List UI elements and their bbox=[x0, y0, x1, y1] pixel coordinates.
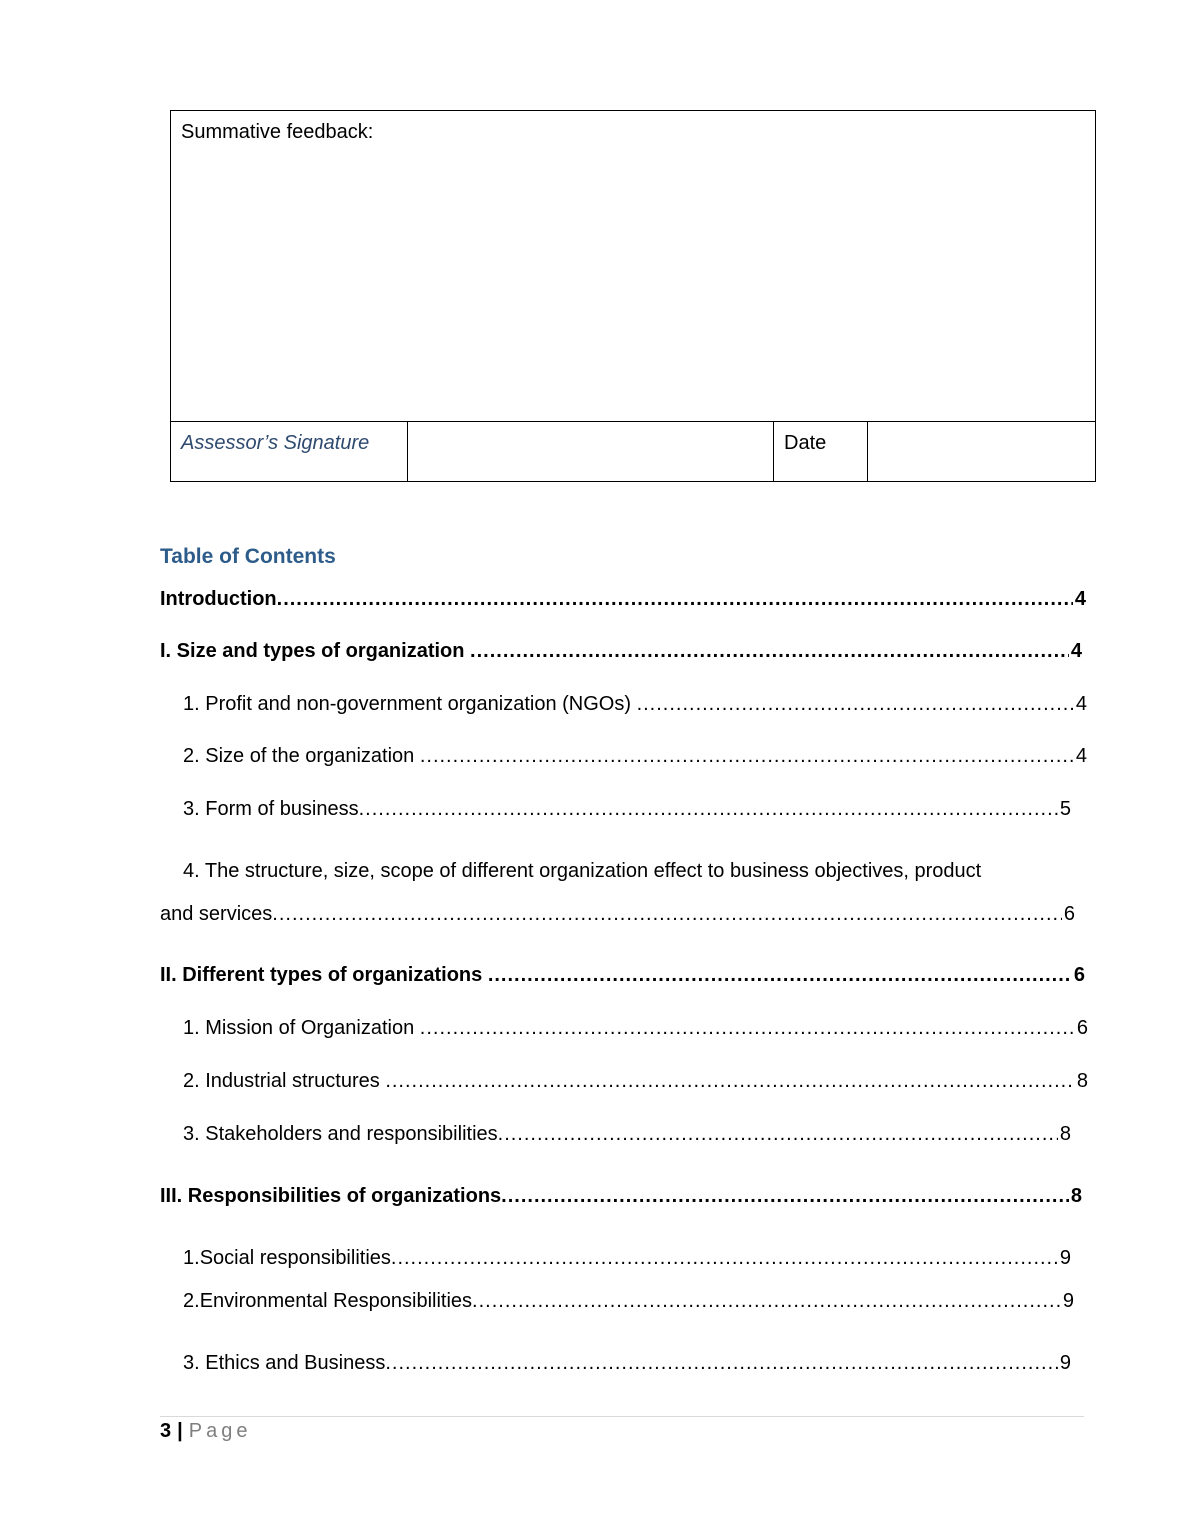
toc-entry-page: 6 bbox=[1063, 903, 1075, 925]
toc-entry-page: 4 bbox=[1075, 693, 1087, 715]
toc-entry-page: 5 bbox=[1059, 798, 1071, 820]
toc-entry-profit-ngo[interactable] bbox=[183, 693, 1087, 716]
toc-entry-page: 8 bbox=[1076, 1070, 1088, 1092]
toc-entry-structure-line2[interactable] bbox=[160, 903, 1075, 926]
toc-entry-page: 6 bbox=[1076, 1017, 1088, 1039]
toc-entry-stakeholders[interactable] bbox=[183, 1123, 1071, 1146]
toc-entry-label: III. Responsibilities of organizations bbox=[160, 1185, 502, 1207]
toc-entry-page: 6 bbox=[1073, 964, 1085, 986]
toc-entry-page: 8 bbox=[1059, 1123, 1071, 1145]
toc-leader-dots bbox=[637, 693, 1074, 716]
toc-entry-number: 1. bbox=[183, 1247, 200, 1269]
toc-entry-structure-line1[interactable]: 4. The structure, size, scope of different organization effect to business objectives, product bbox=[183, 860, 982, 882]
page-footer bbox=[160, 1420, 251, 1443]
toc-entry-form-business[interactable] bbox=[183, 798, 1071, 821]
toc-leader-dots bbox=[488, 964, 1072, 987]
toc-entry-size-types[interactable] bbox=[160, 640, 1082, 663]
toc-entry-page: 8 bbox=[1070, 1185, 1082, 1207]
footer-page-word: Page bbox=[188, 1420, 252, 1442]
toc-leader-dots bbox=[472, 1290, 1061, 1313]
toc-leader-dots bbox=[277, 588, 1073, 611]
toc-leader-dots bbox=[498, 1123, 1058, 1146]
toc-entry-page: 9 bbox=[1059, 1352, 1071, 1374]
toc-entry-size-organization[interactable] bbox=[183, 745, 1087, 768]
toc-entry-label: 2. Industrial structures bbox=[183, 1070, 386, 1092]
toc-entry-page: 4 bbox=[1070, 640, 1082, 662]
toc-leader-dots bbox=[359, 798, 1058, 821]
toc-entry-introduction[interactable] bbox=[160, 588, 1086, 611]
date-label-cell bbox=[774, 421, 868, 481]
toc-entry-page: 9 bbox=[1059, 1247, 1071, 1269]
footer-separator: | bbox=[177, 1420, 183, 1442]
toc-entry-label: II. Different types of organizations bbox=[160, 964, 488, 986]
toc-entry-label: 1. Mission of Organization bbox=[183, 1017, 420, 1039]
toc-entry-environmental[interactable] bbox=[183, 1290, 1074, 1313]
toc-leader-dots bbox=[385, 1352, 1058, 1375]
toc-leader-dots bbox=[272, 903, 1062, 926]
toc-entry-industrial[interactable] bbox=[183, 1070, 1088, 1093]
toc-entry-different-types[interactable] bbox=[160, 964, 1085, 987]
toc-leader-dots bbox=[420, 745, 1074, 768]
toc-entry-social[interactable] bbox=[183, 1247, 1071, 1270]
toc-entry-label: 3. Ethics and Business bbox=[183, 1352, 386, 1374]
summative-feedback-cell bbox=[171, 111, 1096, 422]
toc-entry-label: and services bbox=[160, 903, 273, 925]
toc-entry-label: 2. Size of the organization bbox=[183, 745, 420, 767]
toc-entry-number: 2. bbox=[183, 1290, 200, 1312]
toc-entry-mission[interactable] bbox=[183, 1017, 1088, 1040]
toc-entry-responsibilities[interactable] bbox=[160, 1185, 1082, 1208]
assessor-signature-field[interactable] bbox=[408, 421, 774, 481]
toc-leader-dots bbox=[470, 640, 1069, 663]
assessor-signature-label-cell bbox=[171, 421, 408, 481]
toc-entry-page: 4 bbox=[1075, 745, 1087, 767]
date-field[interactable] bbox=[868, 421, 1096, 481]
toc-entry-page: 9 bbox=[1062, 1290, 1074, 1312]
toc-entry-label: 3. Stakeholders and responsibilities bbox=[183, 1123, 498, 1145]
toc-entry-label: Social responsibilities bbox=[199, 1247, 391, 1269]
toc-entry-label: 1. Profit and non-government organization (NGOs) bbox=[183, 693, 637, 715]
toc-leader-dots bbox=[385, 1070, 1075, 1093]
toc-entry-label: Introduction bbox=[160, 588, 277, 610]
footer-divider bbox=[160, 1416, 1084, 1417]
summative-feedback-label: Summative feedback: bbox=[181, 121, 374, 143]
footer-page-number: 3 bbox=[160, 1420, 172, 1442]
assessor-signature-label: Assessor’s Signature bbox=[181, 431, 370, 454]
toc-leader-dots bbox=[391, 1247, 1058, 1270]
toc-entry-label: 3. Form of business bbox=[183, 798, 359, 820]
toc-entry-label: Environmental Responsibilities bbox=[199, 1290, 473, 1312]
toc-leader-dots bbox=[420, 1017, 1075, 1040]
toc-leader-dots bbox=[501, 1185, 1069, 1208]
toc-entry-page: 4 bbox=[1074, 588, 1086, 610]
date-label: Date bbox=[784, 431, 827, 454]
feedback-table bbox=[170, 110, 1096, 482]
toc-entry-ethics[interactable] bbox=[183, 1352, 1071, 1375]
toc-entry-label: I. Size and types of organization bbox=[160, 640, 471, 662]
toc-title: Table of Contents bbox=[160, 545, 336, 568]
